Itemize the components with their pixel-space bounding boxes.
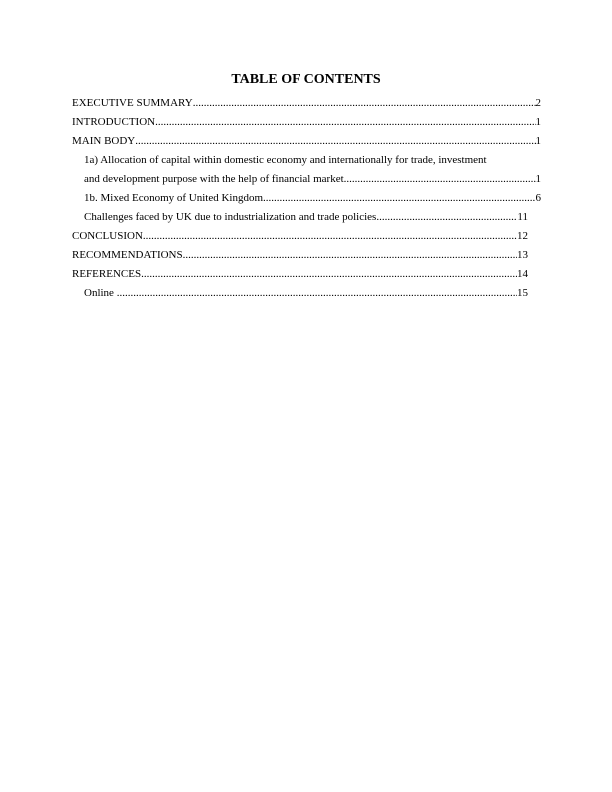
toc-entry-label-line1	[84, 151, 541, 170]
toc-page-number: 6	[535, 192, 541, 204]
toc-page-number: 13	[517, 249, 528, 261]
toc-dot-leader	[155, 113, 535, 132]
table-of-contents	[72, 94, 541, 303]
toc-entry-label-line1-text: 1a) Allocation of capital within domestic economy and internationally for trade, investment	[84, 154, 487, 166]
toc-entry-challenges[interactable]	[72, 208, 528, 227]
toc-entry-label-line2: and development purpose with the help of financial market	[84, 173, 344, 185]
toc-entry-references[interactable]	[72, 265, 528, 284]
toc-entry-label: Online	[84, 287, 117, 299]
toc-entry-label: Challenges faced by UK due to industrialization and trade policies	[84, 211, 377, 223]
toc-dot-leader	[193, 94, 536, 113]
toc-page-number: 12	[517, 230, 528, 242]
toc-entry-main-body[interactable]	[72, 132, 541, 151]
toc-entry-recommendations[interactable]	[72, 246, 528, 265]
toc-entry-label: CONCLUSION	[72, 230, 143, 242]
toc-dot-leader	[376, 208, 517, 227]
toc-entry-executive-summary[interactable]	[72, 94, 541, 113]
toc-entry-mixed-economy[interactable]	[72, 189, 541, 208]
toc-title: TABLE OF CONTENTS	[231, 72, 381, 87]
toc-entry-allocation-of-capital[interactable]	[72, 151, 541, 189]
toc-dot-leader	[135, 132, 535, 151]
toc-page-number: 2	[535, 97, 541, 109]
toc-entry-label: REFERENCES	[72, 268, 142, 280]
toc-entry-introduction[interactable]	[72, 113, 541, 132]
toc-dot-leader	[344, 170, 536, 189]
toc-dot-leader	[143, 227, 517, 246]
toc-dot-leader	[263, 189, 535, 208]
toc-entry-line2	[84, 170, 541, 189]
toc-page-number: 15	[517, 287, 528, 299]
toc-page-number: 11	[517, 211, 528, 223]
toc-entry-conclusion[interactable]	[72, 227, 528, 246]
toc-entry-label: RECOMMENDATIONS	[72, 249, 183, 261]
toc-entry-label: EXECUTIVE SUMMARY	[72, 97, 193, 109]
toc-page-number: 1	[535, 135, 541, 147]
toc-page-number: 1	[535, 173, 541, 185]
toc-dot-leader	[183, 246, 517, 265]
toc-dot-leader	[141, 265, 517, 284]
toc-entry-label: 1b. Mixed Economy of United Kingdom	[84, 192, 264, 204]
toc-entry-label: MAIN BODY	[72, 135, 136, 147]
toc-page-number: 14	[517, 268, 528, 280]
toc-entry-online[interactable]	[72, 284, 528, 303]
toc-entry-label: INTRODUCTION	[72, 116, 156, 128]
toc-page-number: 1	[535, 116, 541, 128]
toc-dot-leader	[117, 284, 517, 303]
